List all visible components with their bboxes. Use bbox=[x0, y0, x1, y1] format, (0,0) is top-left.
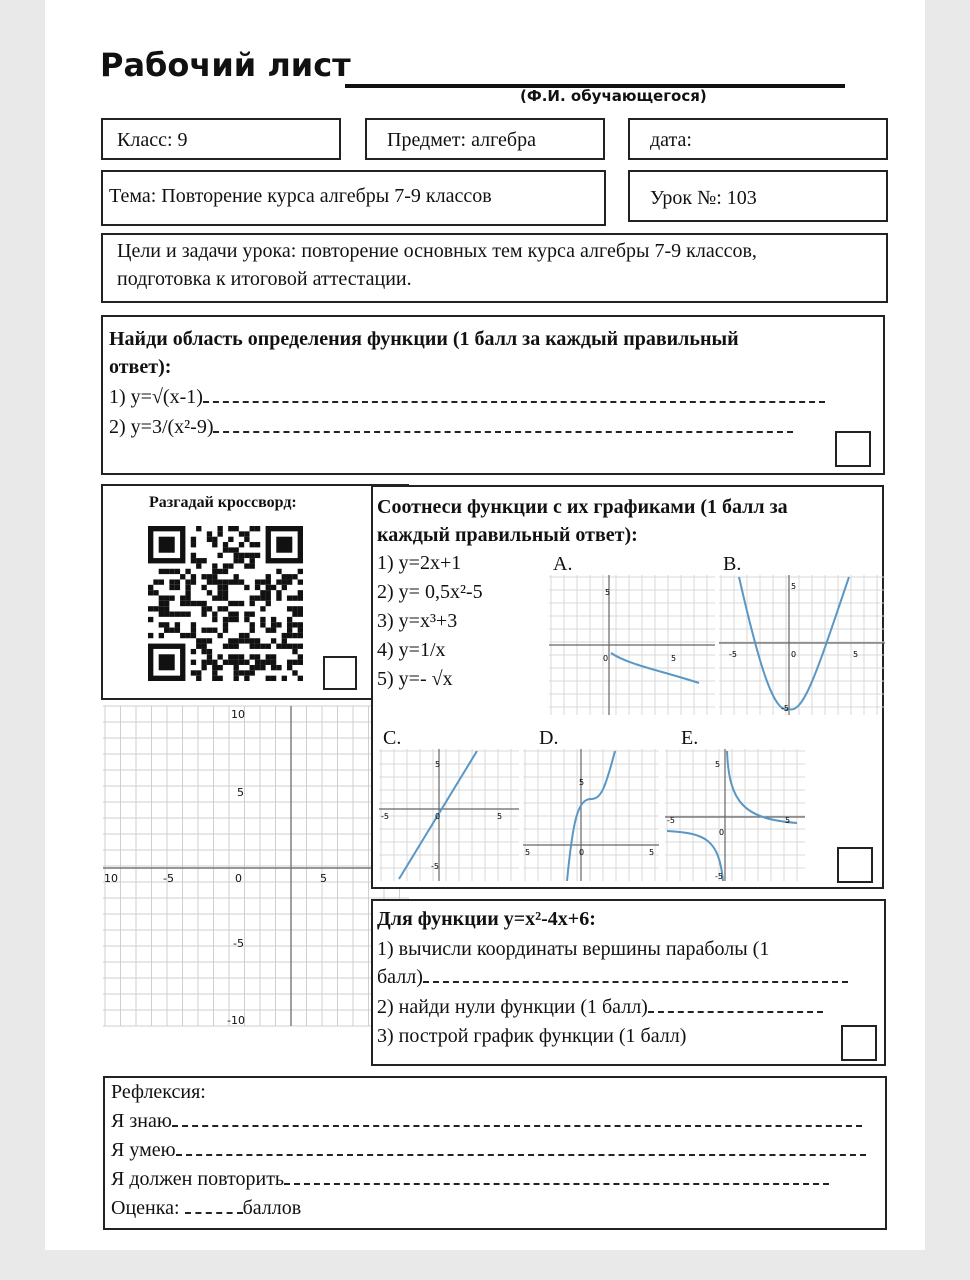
domain-task-box bbox=[101, 315, 885, 475]
svg-text:5: 5 bbox=[785, 816, 791, 825]
date-label: дата: bbox=[650, 129, 692, 151]
score-box-1[interactable] bbox=[835, 431, 871, 467]
reflection-know bbox=[111, 1107, 862, 1135]
svg-text:-5: -5 bbox=[715, 872, 723, 881]
parabola-heading: Для функции y=x²-4x+6: bbox=[377, 908, 596, 930]
match-heading-1: Соотнеси функции с их графиками (1 балл за bbox=[377, 496, 788, 518]
grade-suffix: баллов bbox=[242, 1197, 302, 1219]
grade-prefix: Оценка: bbox=[111, 1197, 185, 1219]
svg-text:0: 0 bbox=[719, 828, 725, 837]
graph-e bbox=[665, 749, 805, 881]
class-label: Класс: 9 bbox=[117, 129, 188, 151]
svg-text:5: 5 bbox=[853, 650, 859, 659]
parabola-task-box bbox=[371, 899, 886, 1066]
score-box-crossword[interactable] bbox=[323, 656, 357, 690]
graph-label-e: E. bbox=[681, 727, 699, 749]
grid-tick-y-m5: -5 bbox=[233, 937, 244, 950]
goals-line-1: Цели и задачи урока: повторение основных тем курса алгебры 7-9 классов, bbox=[117, 240, 757, 262]
parabola-item-1-line-2 bbox=[377, 963, 848, 991]
reflection-can-text: Я умею bbox=[111, 1139, 176, 1161]
domain-task-heading-2: ответ): bbox=[109, 356, 172, 378]
score-box-match[interactable] bbox=[837, 847, 873, 883]
grid-tick-origin: 0 bbox=[235, 872, 242, 885]
svg-text:5: 5 bbox=[525, 848, 531, 857]
grid-tick-x-5: 5 bbox=[320, 872, 327, 885]
svg-text:5: 5 bbox=[579, 778, 585, 787]
svg-text:5: 5 bbox=[649, 848, 655, 857]
parabola-item-3: 3) построй график функции (1 балл) bbox=[377, 1025, 687, 1047]
date-box[interactable] bbox=[628, 118, 888, 160]
reflection-grade bbox=[111, 1194, 301, 1222]
grid-tick-y-m10: -10 bbox=[227, 1014, 245, 1027]
svg-text:-5: -5 bbox=[729, 650, 737, 659]
graph-d bbox=[523, 749, 659, 881]
parabola-item-2 bbox=[377, 993, 823, 1021]
subject-label: Предмет: алгебра bbox=[387, 129, 536, 151]
reflection-repeat-text: Я должен повторить bbox=[111, 1168, 285, 1190]
domain-task-item-1 bbox=[109, 383, 825, 411]
fio-caption: (Ф.И. обучающегося) bbox=[520, 87, 707, 105]
answer-line-1[interactable] bbox=[203, 387, 825, 403]
domain-item-1-text: 1) y=√(x-1) bbox=[109, 386, 203, 408]
function-item-3: 3) y=x³+3 bbox=[377, 610, 458, 632]
lesson-label: Урок №: 103 bbox=[650, 187, 757, 209]
goals-line-2: подготовка к итоговой аттестации. bbox=[117, 268, 412, 290]
graph-a bbox=[549, 575, 715, 715]
svg-text:5: 5 bbox=[671, 654, 677, 663]
zeros-answer-line[interactable] bbox=[648, 997, 823, 1013]
know-answer-line[interactable] bbox=[172, 1111, 862, 1127]
function-item-1: 1) y=2x+1 bbox=[377, 552, 462, 574]
graph-b bbox=[719, 575, 885, 715]
svg-text:0: 0 bbox=[435, 812, 441, 821]
blank-coordinate-grid[interactable] bbox=[101, 704, 411, 1029]
reflection-can bbox=[111, 1136, 866, 1164]
can-answer-line[interactable] bbox=[176, 1140, 866, 1156]
class-box bbox=[101, 118, 341, 160]
crossword-heading: Разгадай кроссворд: bbox=[149, 494, 297, 511]
svg-text:-5: -5 bbox=[667, 816, 675, 825]
score-box-parabola[interactable] bbox=[841, 1025, 877, 1061]
lesson-box bbox=[628, 170, 888, 222]
function-item-2: 2) y= 0,5x²-5 bbox=[377, 581, 483, 603]
svg-text:5: 5 bbox=[791, 582, 797, 591]
parabola-item-1-text: балл) bbox=[377, 966, 423, 988]
subject-box bbox=[365, 118, 605, 160]
vertex-answer-line[interactable] bbox=[423, 967, 848, 983]
graph-label-c: C. bbox=[383, 727, 402, 749]
graph-c bbox=[379, 749, 519, 881]
reflection-box bbox=[103, 1076, 887, 1230]
function-item-4: 4) y=1/x bbox=[377, 639, 446, 661]
graph-label-d: D. bbox=[539, 727, 559, 749]
reflection-know-text: Я знаю bbox=[111, 1110, 172, 1132]
crossword-box bbox=[101, 484, 409, 700]
name-line[interactable] bbox=[345, 60, 845, 88]
domain-item-2-text: 2) y=3/(x²-9) bbox=[109, 416, 214, 438]
grid-tick-x-m5: -5 bbox=[163, 872, 174, 885]
graph-label-a: A. bbox=[553, 553, 573, 575]
svg-text:-5: -5 bbox=[381, 812, 389, 821]
parabola-item-1-line-1: 1) вычисли координаты вершины параболы (1 bbox=[377, 938, 770, 960]
function-item-5: 5) y=- √x bbox=[377, 668, 453, 690]
svg-text:-5: -5 bbox=[431, 862, 439, 871]
reflection-heading: Рефлексия: bbox=[111, 1081, 206, 1103]
svg-text:5: 5 bbox=[605, 588, 611, 597]
parabola-item-2-text: 2) найди нули функции (1 балл) bbox=[377, 996, 648, 1018]
graph-label-b: B. bbox=[723, 553, 742, 575]
grid-tick-x-left: 10 bbox=[104, 872, 118, 885]
grid-tick-y-10: 10 bbox=[231, 708, 245, 721]
svg-text:5: 5 bbox=[497, 812, 503, 821]
svg-text:0: 0 bbox=[791, 650, 797, 659]
match-graphs-box bbox=[371, 485, 884, 889]
svg-text:0: 0 bbox=[603, 654, 609, 663]
reflection-repeat bbox=[111, 1165, 829, 1193]
goals-box bbox=[101, 233, 888, 303]
grade-answer-line[interactable] bbox=[185, 1198, 243, 1214]
svg-text:-5: -5 bbox=[781, 704, 789, 713]
svg-text:0: 0 bbox=[579, 848, 585, 857]
topic-box bbox=[101, 170, 606, 226]
match-heading-2: каждый правильный ответ): bbox=[377, 524, 638, 546]
domain-task-item-2 bbox=[109, 413, 793, 441]
svg-text:5: 5 bbox=[715, 760, 721, 769]
repeat-answer-line[interactable] bbox=[284, 1169, 829, 1185]
answer-line-2[interactable] bbox=[213, 417, 793, 433]
topic-label: Тема: Повторение курса алгебры 7-9 классов bbox=[109, 185, 492, 207]
qr-code-icon[interactable] bbox=[148, 526, 303, 681]
worksheet-title: Рабочий лист bbox=[100, 46, 351, 84]
svg-text:5: 5 bbox=[435, 760, 441, 769]
worksheet-page bbox=[45, 0, 925, 1250]
domain-task-heading-1: Найди область определения функции (1 балл за каждый правильный bbox=[109, 328, 739, 350]
grid-tick-y-5: 5 bbox=[237, 786, 244, 799]
